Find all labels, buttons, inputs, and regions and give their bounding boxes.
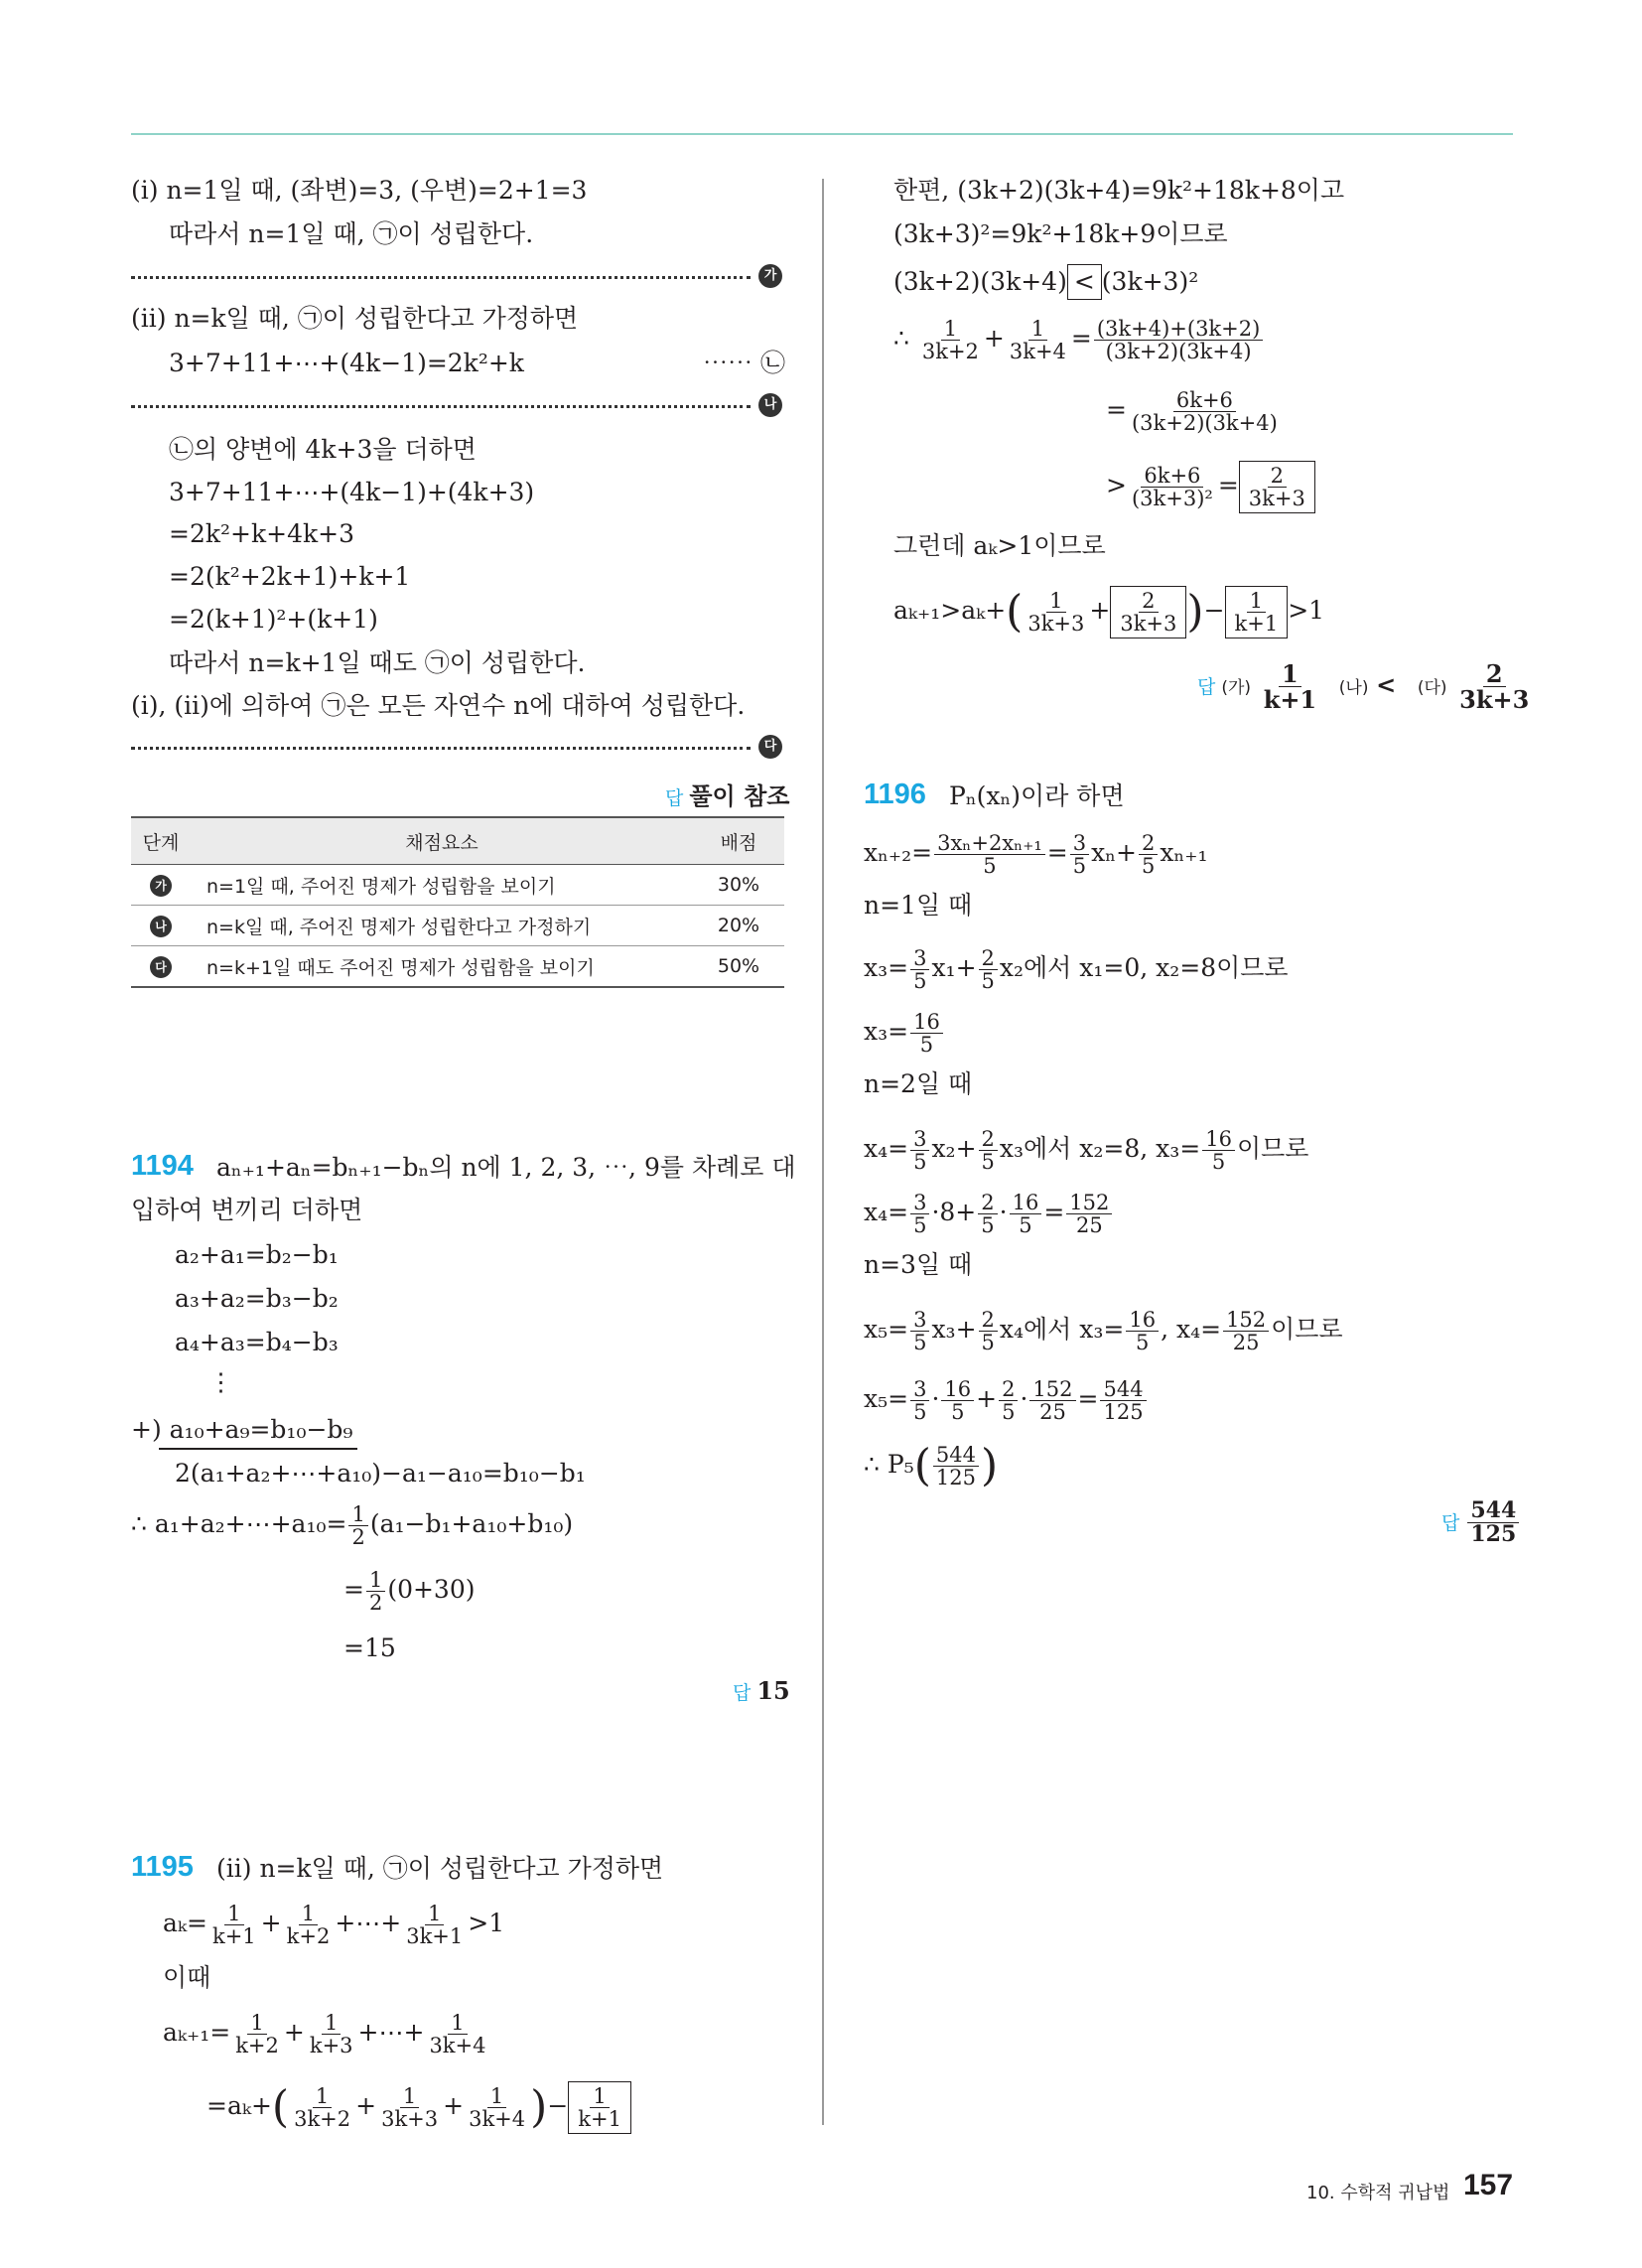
- p1194-eq-4: +) a₁₀+a₉=b₁₀−b₉: [131, 1415, 353, 1444]
- fraction: $\frac{1}{3k+4}$: [1009, 317, 1066, 364]
- fraction: [366, 1569, 385, 1614]
- proof-line-4: 3+7+11+⋯+(4k−1)=2k²+k: [169, 349, 524, 377]
- answer-text: 풀이 참조: [689, 782, 790, 810]
- fraction: $\frac{1}{3k+2}$: [294, 2084, 351, 2132]
- table-step-marker: 나: [150, 916, 172, 937]
- p1194-eq-3: a₄+a₃=b₄−b₃: [175, 1328, 339, 1356]
- result-rhs: (0+30): [387, 1575, 476, 1605]
- step-divider-2: [131, 405, 751, 408]
- eq-lhs: =aₖ+: [206, 2091, 272, 2121]
- result-rhs: (a₁−b₁+a₁₀+b₁₀): [369, 1509, 574, 1539]
- chapter-title: 10. 수학적 귀납법: [1306, 2183, 1450, 2203]
- proof-line-3: (ⅱ) n=k일 때, ㉠이 성립한다고 가정하면: [131, 304, 579, 333]
- proof-line-5: ㉡의 양변에 4k+3을 더하면: [169, 435, 477, 464]
- problem-number-1195: 1195: [131, 1851, 194, 1883]
- p1194-sum: 2(a₁+a₂+⋯+a₁₀)−a₁−a₁₀=b₁₀−b₁: [175, 1459, 586, 1488]
- fraction: $\frac{6k+6}{\text{(3k+3)²}}$: [1131, 464, 1213, 511]
- answer-value-da: $\frac{2}{3k+3}$: [1459, 659, 1530, 715]
- ak1-lhs: aₖ₊₁=: [163, 2018, 231, 2048]
- p1194-eq-1: a₂+a₁=b₂−b₁: [175, 1240, 339, 1269]
- blank-box-na: <: [1067, 264, 1102, 300]
- table-header-item: 채점요소: [191, 817, 693, 865]
- table-header-score: 배점: [693, 817, 784, 865]
- answer-label-ga: (가): [1221, 678, 1252, 699]
- fraction: $\frac{\text{3xₙ+2xₙ₊₁}}{5}$: [934, 832, 1045, 877]
- step-marker-1: 가: [758, 264, 782, 288]
- fraction: [348, 1503, 367, 1548]
- p1195-ak1: aₖ₊₁= $\frac{1}{k+2}$ + $\frac{1}{k+3}$ +⋯+ $\frac{1}{3k+4}$: [163, 2012, 490, 2056]
- p1196-final: ∴ P₅( $\frac{544}{125}$ ): [864, 1440, 999, 1491]
- denominator: 2: [351, 1525, 365, 1550]
- p1195-r1: 한편, (3k+2)(3k+4)=9k²+18k+8이고: [893, 176, 1345, 205]
- p1196-x4-val: x₄= $\frac{3}{5}$ ·8+ $\frac{2}{5}$ · $\frac{16}{5}$ = $\frac{152}{25}$: [864, 1192, 1114, 1236]
- table-cell-score: 20%: [693, 906, 784, 946]
- denominator: 2: [368, 1591, 383, 1616]
- p1194-intro-1: aₙ₊₁+aₙ=bₙ₊₁−bₙ의 n에 1, 2, 3, ⋯, 9를 차례로 대: [216, 1153, 796, 1182]
- proof-line-6: 3+7+11+⋯+(4k−1)+(4k+3): [169, 478, 535, 506]
- p1195-r8: aₖ₊₁>aₖ+( $\frac{1}{3k+3}$ + 2 3k+3 )− 1 k+1 >1: [893, 586, 1325, 638]
- table-cell-score: 50%: [693, 946, 784, 988]
- table-cell-score: 30%: [693, 865, 784, 906]
- equation-tag: ⋯⋯ ㉡: [703, 349, 785, 377]
- fraction: $\frac{1}{3k+4}$: [429, 2011, 486, 2058]
- p1195-ak: aₖ= $\frac{1}{k+1}$ + $\frac{1}{k+2}$ +⋯+ $\frac{1}{3k+1}$ >1: [163, 1902, 505, 1949]
- p1195-r5: = $\frac{6k+6}{(3k+2)(3k+4)}$: [1106, 389, 1283, 434]
- p1196-n3: n=3일 때: [864, 1250, 973, 1279]
- answer-value-ga: $\frac{1}{k+1}$: [1263, 659, 1317, 715]
- p1195-r7: 그런데 aₖ>1이므로: [893, 531, 1106, 560]
- step-marker-3: 다: [758, 735, 782, 759]
- p1194-result-3: =15: [343, 1633, 396, 1662]
- p1194-eq-2: a₃+a₂=b₃−b₂: [175, 1284, 339, 1313]
- numerator: 1: [366, 1569, 385, 1592]
- p1196-x4-eq: x₄= $\frac{3}{5}$ x₂+ $\frac{2}{5}$ x₃에서 x₂=8, x₃= $\frac{16}{5}$ 이므로: [864, 1127, 1309, 1175]
- header-rule: [131, 133, 1513, 135]
- proof-line-7: =2k²+k+4k+3: [169, 519, 354, 548]
- fraction: $\frac{1}{k+2}$: [235, 2011, 279, 2058]
- p1196-x3-val: x₃= $\frac{16}{5}$: [864, 1011, 945, 1056]
- inequality: >1: [468, 1909, 505, 1938]
- p1196-intro: Pₙ(xₙ)이라 하면: [949, 781, 1125, 810]
- fraction: $\frac{1}{k+1}$: [211, 1902, 256, 1949]
- problem-number-1194: 1194: [131, 1150, 194, 1182]
- p1196-n2: n=2일 때: [864, 1069, 973, 1098]
- problem-number-1196: 1196: [864, 779, 926, 810]
- numerator: 1: [348, 1503, 367, 1526]
- p1195-r2: (3k+3)²=9k²+18k+9이므로: [893, 219, 1228, 248]
- fraction: $\frac{1}{3k+1}$: [406, 1902, 464, 1949]
- table-step-marker: 가: [150, 875, 172, 897]
- ak-lhs: aₖ=: [163, 1909, 207, 1938]
- answer-value: $\frac{544}{125}$: [1467, 1499, 1519, 1546]
- ellipsis: +⋯+: [335, 1909, 402, 1938]
- table-row: [131, 865, 784, 906]
- table-row: [131, 906, 784, 946]
- result-lhs: ∴ a₁+a₂+⋯+a₁₀=: [131, 1509, 347, 1539]
- answer-label-na: (나): [1338, 678, 1369, 699]
- table-step-marker: 다: [150, 956, 172, 978]
- fraction: $\frac{1}{3k+2}$: [921, 317, 979, 364]
- fraction: $\frac{6k+6}{(3k+2)(3k+4)}$: [1131, 388, 1278, 436]
- column-divider: [822, 179, 824, 2125]
- p1194-result-1: [131, 1503, 573, 1548]
- p1196-x3-eq: x₃= $\frac{3}{5}$ x₁+ $\frac{2}{5}$ x₂에서 x₁=0, x₂=8이므로: [864, 946, 1289, 994]
- p1196-x5-val: x₅= $\frac{3}{5}$ · $\frac{16}{5}$ + $\frac{2}{5}$ · $\frac{152}{25}$ = $\frac{544}{125}$: [864, 1378, 1149, 1423]
- table-cell-item: n=k+1일 때도 주어진 명제가 성립함을 보이기: [191, 946, 693, 988]
- proof-line-11: (ⅰ), (ⅱ)에 의하여 ㉠은 모든 자연수 n에 대하여 성립한다.: [131, 691, 746, 720]
- fraction: $\frac{1}{k+2}$: [286, 1902, 331, 1949]
- p1196-n1: n=1일 때: [864, 891, 973, 920]
- fraction: $\frac{1}{k+3}$: [309, 2011, 353, 2058]
- answer-1193: [665, 777, 789, 811]
- answer-1194: [733, 1676, 790, 1705]
- p1195-expand: =aₖ+( $\frac{1}{3k+2}$ + $\frac{1}{3k+3}$ + $\frac{1}{3k+4}$ )− 1 k+1: [206, 2081, 631, 2134]
- p1195-then: 이때: [163, 1963, 211, 1992]
- proof-line-2: 따라서 n=1일 때, ㉠이 성립한다.: [169, 219, 534, 248]
- table-row: [131, 946, 784, 988]
- proof-line-9: =2(k+1)²+(k+1): [169, 605, 378, 634]
- p1196-recurrence: xₙ₊₂= $\frac{\text{3xₙ+2xₙ₊₁}}{5}$ = $\frac{3}{5}$ xₙ+ $\frac{2}{5}$ xₙ₊₁: [864, 831, 1208, 879]
- answer-tag: 답: [733, 1682, 752, 1704]
- blank-box-da: 2 3k+3: [1110, 586, 1186, 638]
- table-header-step: 단계: [131, 817, 191, 865]
- fraction: $\frac{1}{3k+3}$: [381, 2084, 439, 2132]
- fraction: $\frac{1}{3k+4}$: [469, 2084, 526, 2132]
- proof-line-10: 따라서 n=k+1일 때도 ㉠이 성립한다.: [169, 648, 586, 677]
- p1195-r6: > $\frac{6k+6}{\text{(3k+3)²}}$ = 2 3k+3: [1106, 461, 1315, 513]
- table-cell-item: n=1일 때, 주어진 명제가 성립함을 보이기: [191, 865, 693, 906]
- proof-line-8: =2(k²+2k+1)+k+1: [169, 562, 411, 591]
- sum-rule: [159, 1448, 357, 1450]
- blank-box-da: 2 3k+3: [1239, 461, 1315, 513]
- p1194-intro-2: 입하여 변끼리 더하면: [131, 1196, 363, 1224]
- step-divider-3: [131, 747, 751, 750]
- proof-line-1: (ⅰ) n=1일 때, (좌변)=3, (우변)=2+1=3: [131, 176, 588, 205]
- scoring-table: [131, 816, 784, 988]
- ellipsis: +⋯+: [357, 2018, 425, 2048]
- answer-1195: [1197, 659, 1534, 715]
- answer-label-da: (다): [1417, 678, 1447, 699]
- p1195-r4: ∴ $\frac{1}{3k+2}$ + $\frac{1}{3k+4}$ = $\frac{(3k+4)+(3k+2)}{(3k+2)(3k+4)}$: [893, 318, 1265, 362]
- answer-value: 15: [756, 1676, 790, 1705]
- p1196-x5-eq: x₅= $\frac{3}{5}$ x₃+ $\frac{2}{5}$ x₄에서 x₃= $\frac{16}{5}$ , x₄= $\frac{152}{25}$ 이므로: [864, 1308, 1343, 1355]
- blank-box-ga: 1 k+1: [1225, 586, 1289, 638]
- p1194-vdots: ⋮: [208, 1367, 233, 1396]
- p1195-intro: (ⅱ) n=k일 때, ㉠이 성립한다고 가정하면: [216, 1854, 664, 1883]
- answer-tag: 답: [1197, 676, 1216, 699]
- fraction: $\frac{1}{3k+3}$: [1027, 589, 1085, 637]
- page-number: 157: [1463, 2169, 1514, 2201]
- p1194-result-2: = $\frac{1}{2}$ (0+30): [343, 1568, 476, 1616]
- step-divider-1: [131, 276, 751, 279]
- answer-1196: [1441, 1499, 1521, 1546]
- step-marker-2: 나: [758, 393, 782, 417]
- answer-tag: 답: [665, 787, 684, 809]
- p1195-r3: (3k+2)(3k+4) < (3k+3)²: [893, 264, 1198, 300]
- table-cell-item: n=k일 때, 주어진 명제가 성립한다고 가정하기: [191, 906, 693, 946]
- blank-box-ga: 1 k+1: [568, 2081, 631, 2134]
- answer-value-na: <: [1376, 670, 1397, 700]
- answer-tag: 답: [1441, 1512, 1460, 1535]
- fraction: $\frac{(3k+4)+(3k+2)}{(3k+2)(3k+4)}$: [1094, 318, 1263, 362]
